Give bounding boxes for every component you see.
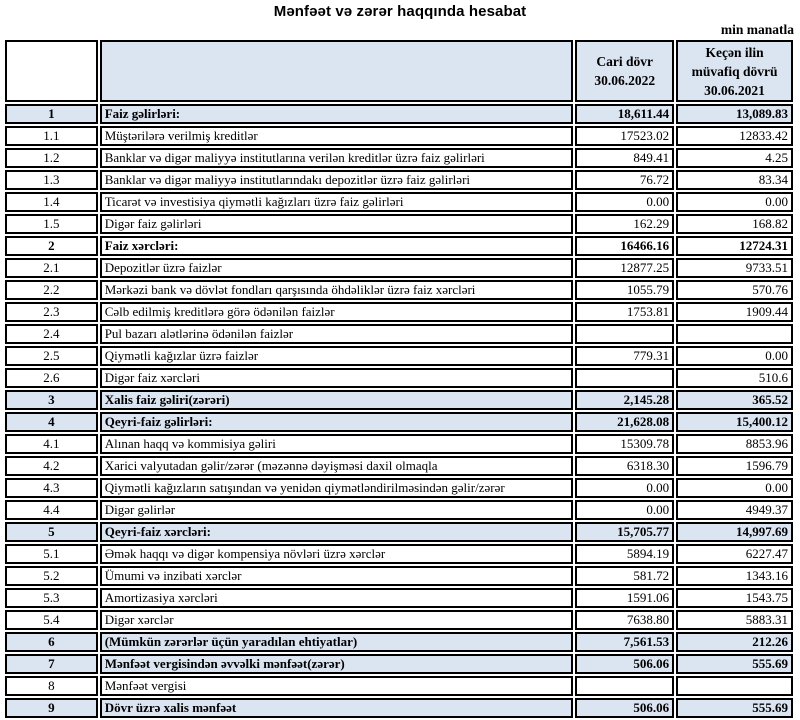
current-period-value-cell: 15,705.77: [575, 522, 674, 542]
table-row: [5, 566, 793, 586]
row-number-cell: 4.2: [5, 456, 98, 476]
table-row: [5, 214, 793, 234]
header-current-period-cell: [575, 40, 674, 102]
row-description-cell: Digər xərclər: [100, 610, 574, 630]
row-number-cell: 2.6: [5, 368, 98, 388]
current-period-value-cell: 581.72: [575, 566, 674, 586]
row-number-cell: 8: [5, 676, 98, 696]
row-description-cell: Alınan haqq və kommisiya gəliri: [100, 434, 574, 454]
row-number-cell: 2.4: [5, 324, 98, 344]
table-header-row: [5, 40, 793, 102]
row-description-cell: Faiz gəlirləri:: [100, 104, 574, 124]
row-description-cell: Ticarət və investisiya qiymətli kağızları üzrə faiz gəlirləri: [100, 192, 574, 212]
previous-period-value-cell: 555.69: [676, 698, 793, 718]
row-description-cell: Banklar və digər maliyyə institutlarına verilən kreditlər üzrə faiz gəlirləri: [100, 148, 574, 168]
table-row: [5, 500, 793, 520]
row-number-cell: 2.3: [5, 302, 98, 322]
previous-period-value-cell: 12724.31: [676, 236, 793, 256]
current-period-value-cell: 779.31: [575, 346, 674, 366]
table-row: [5, 302, 793, 322]
row-number-cell: 4.4: [5, 500, 98, 520]
row-number-cell: 5.4: [5, 610, 98, 630]
header-previous-period-line3: 30.06.2021: [704, 82, 765, 98]
previous-period-value-cell: 15,400.12: [676, 412, 793, 432]
previous-period-value-cell: 9733.51: [676, 258, 793, 278]
header-previous-period-cell: [676, 40, 793, 102]
table-row: [5, 368, 793, 388]
table-row: [5, 192, 793, 212]
row-number-cell: 5.1: [5, 544, 98, 564]
header-current-period-line1: Cari dövr: [596, 54, 654, 69]
previous-period-value-cell: 1543.75: [676, 588, 793, 608]
current-period-value-cell: 849.41: [575, 148, 674, 168]
current-period-value-cell: 76.72: [575, 170, 674, 190]
table-row: [5, 170, 793, 190]
row-description-cell: Qeyri-faiz gəlirləri:: [100, 412, 574, 432]
row-number-cell: 3: [5, 390, 98, 410]
row-description-cell: Pul bazarı alətlərinə ödənilən faizlər: [100, 324, 574, 344]
row-description-cell: Faiz xərcləri:: [100, 236, 574, 256]
table-row: [5, 610, 793, 630]
current-period-value-cell: 0.00: [575, 478, 674, 498]
row-number-cell: 2: [5, 236, 98, 256]
row-description-cell: Banklar və digər maliyyə institutlarındakı depozitlər üzrə faiz gəlirləri: [100, 170, 574, 190]
row-description-cell: Cəlb edilmiş kreditlərə görə ödənilən faizlər: [100, 302, 574, 322]
current-period-value-cell: [575, 676, 674, 696]
current-period-value-cell: 7,561.53: [575, 632, 674, 652]
previous-period-value-cell: 555.69: [676, 654, 793, 674]
previous-period-value-cell: 0.00: [676, 346, 793, 366]
row-number-cell: 5.2: [5, 566, 98, 586]
table-row: [5, 324, 793, 344]
previous-period-value-cell: 168.82: [676, 214, 793, 234]
row-number-cell: 1: [5, 104, 98, 124]
current-period-value-cell: [575, 324, 674, 344]
row-description-cell: Qiymətli kağızların satışından və yenidən qiymətləndirilməsindən gəlir/zərər: [100, 478, 574, 498]
row-description-cell: Xarici valyutadan gəlir/zərər (məzənnə dəyişməsi daxil olmaqla: [100, 456, 574, 476]
row-number-cell: 1.1: [5, 126, 98, 146]
previous-period-value-cell: 510.6: [676, 368, 793, 388]
report-title: Mənfəət və zərər haqqında hesabat: [273, 3, 527, 20]
current-period-value-cell: 15309.78: [575, 434, 674, 454]
previous-period-value-cell: [676, 324, 793, 344]
row-number-cell: 4.1: [5, 434, 98, 454]
current-period-value-cell: 162.29: [575, 214, 674, 234]
current-period-value-cell: 2,145.28: [575, 390, 674, 410]
current-period-value-cell: 5894.19: [575, 544, 674, 564]
row-description-cell: (Mümkün zərərlər üçün yaradılan ehtiyatlar): [100, 632, 574, 652]
current-period-value-cell: 1055.79: [575, 280, 674, 300]
row-number-cell: 4: [5, 412, 98, 432]
current-period-value-cell: [575, 368, 674, 388]
row-description-cell: Müştərilərə verilmiş kreditlər: [100, 126, 574, 146]
table-row: [5, 478, 793, 498]
current-period-value-cell: 17523.02: [575, 126, 674, 146]
table-row: [5, 588, 793, 608]
current-period-value-cell: 506.06: [575, 698, 674, 718]
table-row: [5, 698, 793, 718]
current-period-value-cell: 21,628.08: [575, 412, 674, 432]
previous-period-value-cell: 83.34: [676, 170, 793, 190]
header-number-cell: [5, 40, 98, 102]
table-row: [5, 236, 793, 256]
table-row: [5, 676, 793, 696]
current-period-value-cell: 7638.80: [575, 610, 674, 630]
table-row: [5, 280, 793, 300]
row-description-cell: Digər gəlirlər: [100, 500, 574, 520]
row-number-cell: 2.2: [5, 280, 98, 300]
row-description-cell: Amortizasiya xərcləri: [100, 588, 574, 608]
row-description-cell: Əmək haqqı və digər kompensiya növləri üzrə xərclər: [100, 544, 574, 564]
table-row: [5, 654, 793, 674]
previous-period-value-cell: 0.00: [676, 192, 793, 212]
previous-period-value-cell: 12833.42: [676, 126, 793, 146]
previous-period-value-cell: [676, 676, 793, 696]
table-row: [5, 148, 793, 168]
previous-period-value-cell: 14,997.69: [676, 522, 793, 542]
row-number-cell: 9: [5, 698, 98, 718]
row-description-cell: Qeyri-faiz xərcləri:: [100, 522, 574, 542]
table-row: [5, 390, 793, 410]
current-period-value-cell: 18,611.44: [575, 104, 674, 124]
row-description-cell: Qiymətli kağızlar üzrə faizlər: [100, 346, 574, 366]
previous-period-value-cell: 365.52: [676, 390, 793, 410]
previous-period-value-cell: 8853.96: [676, 434, 793, 454]
current-period-value-cell: 1753.81: [575, 302, 674, 322]
previous-period-value-cell: 6227.47: [676, 544, 793, 564]
previous-period-value-cell: 13,089.83: [676, 104, 793, 124]
row-number-cell: 2.1: [5, 258, 98, 278]
previous-period-value-cell: 5883.31: [676, 610, 793, 630]
row-number-cell: 4.3: [5, 478, 98, 498]
unit-note-label: min manatla: [720, 22, 794, 37]
header-previous-period-line1: Keçən ilin: [705, 44, 764, 60]
table-row: [5, 104, 793, 124]
table-row: [5, 258, 793, 278]
row-description-cell: Mənfəət vergisindən əvvəlki mənfəət(zərər): [100, 654, 574, 674]
current-period-value-cell: 12877.25: [575, 258, 674, 278]
row-number-cell: 2.5: [5, 346, 98, 366]
row-description-cell: Digər faiz gəlirləri: [100, 214, 574, 234]
header-description-cell: [100, 40, 574, 102]
row-description-cell: Mərkəzi bank və dövlət fondları qarşısında öhdəliklər üzrə faiz xərcləri: [100, 280, 574, 300]
previous-period-value-cell: 1343.16: [676, 566, 793, 586]
previous-period-value-cell: 4.25: [676, 148, 793, 168]
row-description-cell: Xalis faiz gəliri(zərəri): [100, 390, 574, 410]
row-number-cell: 7: [5, 654, 98, 674]
table-body: [5, 104, 793, 718]
current-period-value-cell: 0.00: [575, 192, 674, 212]
row-number-cell: 5.3: [5, 588, 98, 608]
row-description-cell: Depozitlər üzrə faizlər: [100, 258, 574, 278]
table-row: [5, 412, 793, 432]
row-description-cell: Mənfəət vergisi: [100, 676, 574, 696]
row-description-cell: Dövr üzrə xalis mənfəət: [100, 698, 574, 718]
row-number-cell: 5: [5, 522, 98, 542]
row-number-cell: 1.4: [5, 192, 98, 212]
row-description-cell: Ümumi və inzibati xərclər: [100, 566, 574, 586]
table-row: [5, 434, 793, 454]
header-current-period-line2: 30.06.2022: [594, 73, 656, 88]
current-period-value-cell: 6318.30: [575, 456, 674, 476]
current-period-value-cell: 16466.16: [575, 236, 674, 256]
previous-period-value-cell: 570.76: [676, 280, 793, 300]
table-row: [5, 346, 793, 366]
previous-period-value-cell: 4949.37: [676, 500, 793, 520]
row-number-cell: 6: [5, 632, 98, 652]
current-period-value-cell: 0.00: [575, 500, 674, 520]
previous-period-value-cell: 212.26: [676, 632, 793, 652]
table-row: [5, 544, 793, 564]
previous-period-value-cell: 1909.44: [676, 302, 793, 322]
table-row: [5, 632, 793, 652]
table-row: [5, 456, 793, 476]
row-number-cell: 1.2: [5, 148, 98, 168]
current-period-value-cell: 506.06: [575, 654, 674, 674]
table-row: [5, 126, 793, 146]
previous-period-value-cell: 0.00: [676, 478, 793, 498]
row-number-cell: 1.3: [5, 170, 98, 190]
table-row: [5, 522, 793, 542]
row-description-cell: Digər faiz xərcləri: [100, 368, 574, 388]
current-period-value-cell: 1591.06: [575, 588, 674, 608]
previous-period-value-cell: 1596.79: [676, 456, 793, 476]
header-previous-period-line2: müvafiq dövrü: [691, 63, 778, 79]
row-number-cell: 1.5: [5, 214, 98, 234]
income-statement-table: [3, 38, 795, 720]
